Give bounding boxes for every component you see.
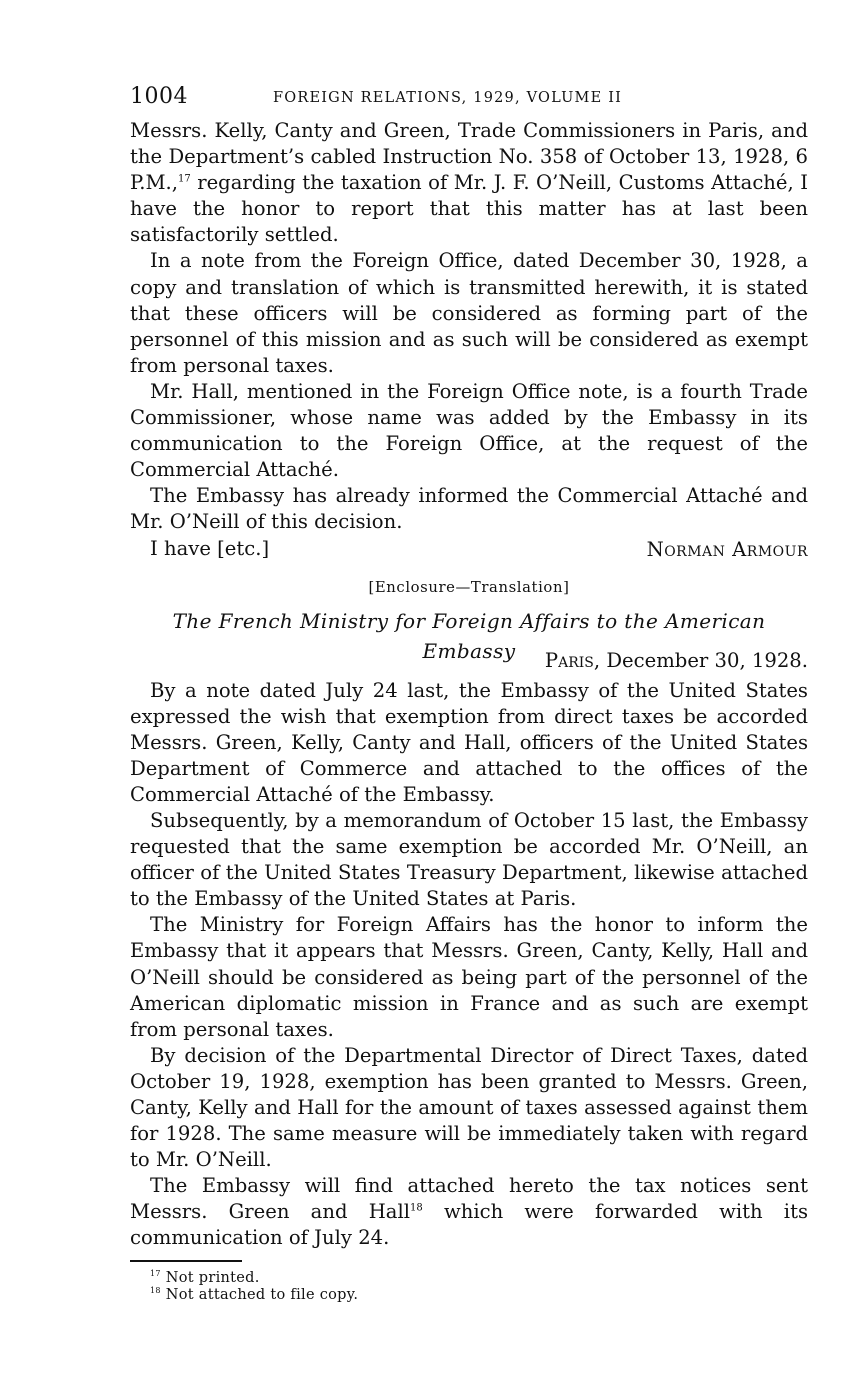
footnote-text: Not printed. <box>165 1269 260 1286</box>
dateline-place: Paris <box>544 648 594 672</box>
enclosure-paragraph-2: Subsequently, by a memorandum of October 15 last, the Embassy requested that the same exemption be accorded Mr. O’Neill, an officer of the United States Treasury Department, likewise attached to the Embassy of the United States at Paris. <box>130 808 808 911</box>
running-head: FOREIGN RELATIONS, 1929, VOLUME II <box>273 90 623 106</box>
page-header <box>130 84 808 118</box>
footnote-mark: 18 <box>150 1285 161 1295</box>
enclosure-paragraph-4: By decision of the Departmental Director of Direct Taxes, dated October 19, 1928, exemption has been granted to Messrs. Green, Canty, Kelly and Hall for the amount of taxes assessed against them for 1928. The same measure will be immediately taken with regard to Mr. O’Neill. <box>130 1043 808 1172</box>
letter-paragraph-3: Mr. Hall, mentioned in the Foreign Office note, is a fourth Trade Commissioner, whose name was added by the Embassy in its communication to the Foreign Office, at the request of the Commercial Attaché. <box>130 379 808 482</box>
dateline-date: , December 30, 1928. <box>593 648 808 672</box>
closing-row <box>130 536 808 564</box>
enclosure-title: The French Ministry for Foreign Affairs to the American Embassy <box>172 608 766 663</box>
footnote-mark: 17 <box>150 1268 161 1278</box>
footnote-text: Not attached to file copy. <box>165 1286 359 1303</box>
footnote-17 <box>130 1270 808 1287</box>
letter-paragraph-1: Messrs. Kelly, Canty and Green, Trade Commissioners in Paris, and the Department’s cabled Instruction No. 358 of October 13, 1928, 6 P.M.,$^{17}$ regarding the taxation of Mr. J. F. O’Neill, Customs Attaché, I have the honor to report that this matter has at last been satisfactorily settled. <box>130 119 808 247</box>
enclosure-paragraph-5: The Embassy will find attached hereto the tax notices sent Messrs. Green and Hall$^{18}$ which were forwarded with its communication of July 24. <box>130 1174 808 1250</box>
enclosure-paragraph-3: The Ministry for Foreign Affairs has the honor to inform the Embassy that it appears that Messrs. Green, Canty, Kelly, Hall and O’Neill should be considered as being part of the personnel of the American diplomatic mission in France and as such are exempt from personal taxes. <box>130 913 808 1041</box>
footnote-ref-18[interactable]: 18 <box>410 1202 423 1214</box>
signature: Norman Armour <box>646 537 808 561</box>
enclosure-label: [Enclosure—Translation] <box>368 578 570 596</box>
letter-paragraph-4: The Embassy has already informed the Commercial Attaché and Mr. O’Neill of this decision. <box>130 484 808 534</box>
enclosure-paragraph-1: By a note dated July 24 last, the Embassy of the United States expressed the wish that exemption from direct taxes be accorded Messrs. Green, Kelly, Canty and Hall, officers of the United States Department of Commerce and attached to the offices of the Commercial Attaché of the Embassy. <box>130 678 808 806</box>
page-number: 1004 <box>130 84 188 109</box>
document-page <box>130 84 808 1304</box>
footnote-divider <box>130 1260 242 1262</box>
letter-paragraph-2: In a note from the Foreign Office, dated December 30, 1928, a copy and translation of which is transmitted herewith, it is stated that these officers will be considered as forming part of the personnel of this mission and as such will be considered as exempt from personal taxes. <box>130 249 808 377</box>
footnote-ref-17[interactable]: 17 <box>177 173 191 185</box>
footnote-18 <box>130 1287 808 1304</box>
closing-text: I have [etc.] <box>150 536 270 560</box>
